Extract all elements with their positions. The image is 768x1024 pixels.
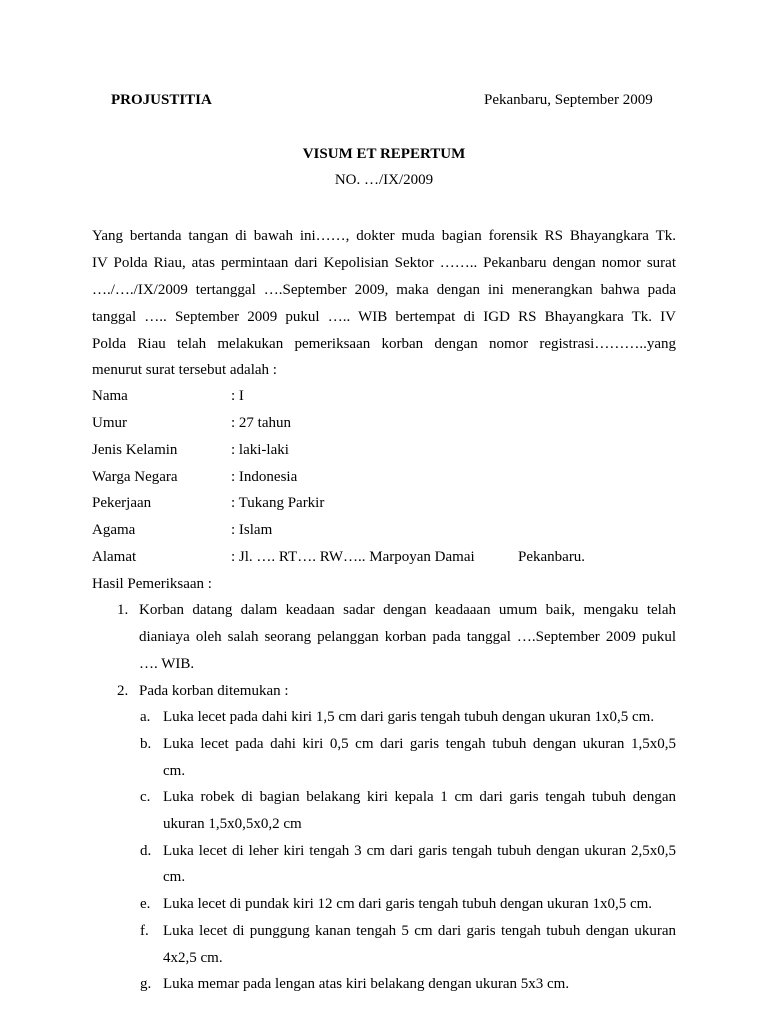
result-marker: 2. bbox=[117, 683, 129, 699]
result-text-line: Pada korban ditemukan : bbox=[139, 683, 289, 699]
field-label-pekerjaan: Pekerjaan bbox=[92, 495, 152, 511]
field-value-umur: : 27 tahun bbox=[231, 415, 291, 431]
finding-marker: d. bbox=[140, 843, 152, 859]
field-label-umur: Umur bbox=[92, 415, 127, 431]
document-number: NO. …/IX/2009 bbox=[334, 172, 434, 188]
finding-text-line: Luka lecet pada dahi kiri 1,5 cm dari garis tengah tubuh dengan ukuran 1x0,5 cm. bbox=[163, 709, 655, 725]
finding-text-line: cm. bbox=[163, 763, 186, 779]
intro-line: Yang bertanda tangan di bawah ini……, dokter muda bagian forensik RS Bhayangkara Tk. bbox=[92, 228, 676, 244]
finding-marker: c. bbox=[140, 789, 151, 805]
finding-text-line: Luka lecet pada dahi kiri 0,5 cm dari garis tengah tubuh dengan ukuran 1,5x0,5 bbox=[163, 736, 676, 752]
field-value-pekerjaan: : Tukang Parkir bbox=[231, 495, 325, 511]
field-value-alamat-city: Pekanbaru. bbox=[518, 549, 586, 565]
finding-marker: e. bbox=[140, 896, 151, 912]
finding-marker: b. bbox=[140, 736, 152, 752]
field-value-agama: : Islam bbox=[231, 522, 273, 538]
finding-text-line: Luka robek di bagian belakang kiri kepala 1 cm dari garis tengah tubuh dengan bbox=[163, 789, 676, 805]
intro-line: IV Polda Riau, atas permintaan dari Kepolisian Sektor …….. Pekanbaru dengan nomor surat bbox=[92, 255, 676, 271]
field-label-nama: Nama bbox=[92, 388, 128, 404]
finding-marker: a. bbox=[140, 709, 151, 725]
field-value-warga-negara: : Indonesia bbox=[231, 469, 298, 485]
result-text-line: Korban datang dalam keadaan sadar dengan keadaaan umum baik, mengaku telah bbox=[139, 602, 676, 618]
header-date: Pekanbaru, September 2009 bbox=[484, 92, 653, 108]
intro-line: …./…./IX/2009 tertanggal ….September 2009, maka dengan ini menerangkan bahwa pada bbox=[92, 282, 676, 298]
result-text-line: …. WIB. bbox=[139, 656, 195, 672]
intro-line: menurut surat tersebut adalah : bbox=[92, 362, 277, 378]
finding-text-line: Luka lecet di punggung kanan tengah 5 cm dari garis tengah tubuh dengan ukuran bbox=[163, 923, 676, 939]
results-heading: Hasil Pemeriksaan : bbox=[92, 576, 212, 592]
field-value-alamat: : Jl. …. RT…. RW….. Marpoyan Damai bbox=[231, 549, 475, 565]
intro-line: Polda Riau telah melakukan pemeriksaan korban dengan nomor registrasi………..yang bbox=[92, 336, 676, 352]
field-value-jenis-kelamin: : laki-laki bbox=[231, 442, 289, 458]
field-value-nama: : I bbox=[231, 388, 244, 404]
field-label-alamat: Alamat bbox=[92, 549, 137, 565]
field-label-jenis-kelamin: Jenis Kelamin bbox=[92, 442, 178, 458]
finding-marker: f. bbox=[140, 923, 149, 939]
finding-text-line: ukuran 1,5x0,5x0,2 cm bbox=[163, 816, 302, 832]
finding-text-line: Luka lecet di leher kiri tengah 3 cm dari garis tengah tubuh dengan ukuran 2,5x0,5 bbox=[163, 843, 676, 859]
header-left: PROJUSTITIA bbox=[111, 92, 212, 108]
result-marker: 1. bbox=[117, 602, 129, 618]
field-label-agama: Agama bbox=[92, 522, 136, 538]
finding-marker: g. bbox=[140, 976, 152, 992]
intro-line: tanggal ….. September 2009 pukul ….. WIB bertempat di IGD RS Bhayangkara Tk. IV bbox=[92, 309, 676, 325]
field-label-warga-negara: Warga Negara bbox=[92, 469, 178, 485]
finding-text-line: Luka memar pada lengan atas kiri belakang dengan ukuran 5x3 cm. bbox=[163, 976, 570, 992]
finding-text-line: 4x2,5 cm. bbox=[163, 950, 223, 966]
result-text-line: dianiaya oleh salah seorang pelanggan korban pada tanggal ….September 2009 pukul bbox=[139, 629, 676, 645]
finding-text-line: cm. bbox=[163, 869, 186, 885]
document-title: VISUM ET REPERTUM bbox=[302, 146, 466, 162]
finding-text-line: Luka lecet di pundak kiri 12 cm dari garis tengah tubuh dengan ukuran 1x0,5 cm. bbox=[163, 896, 653, 912]
